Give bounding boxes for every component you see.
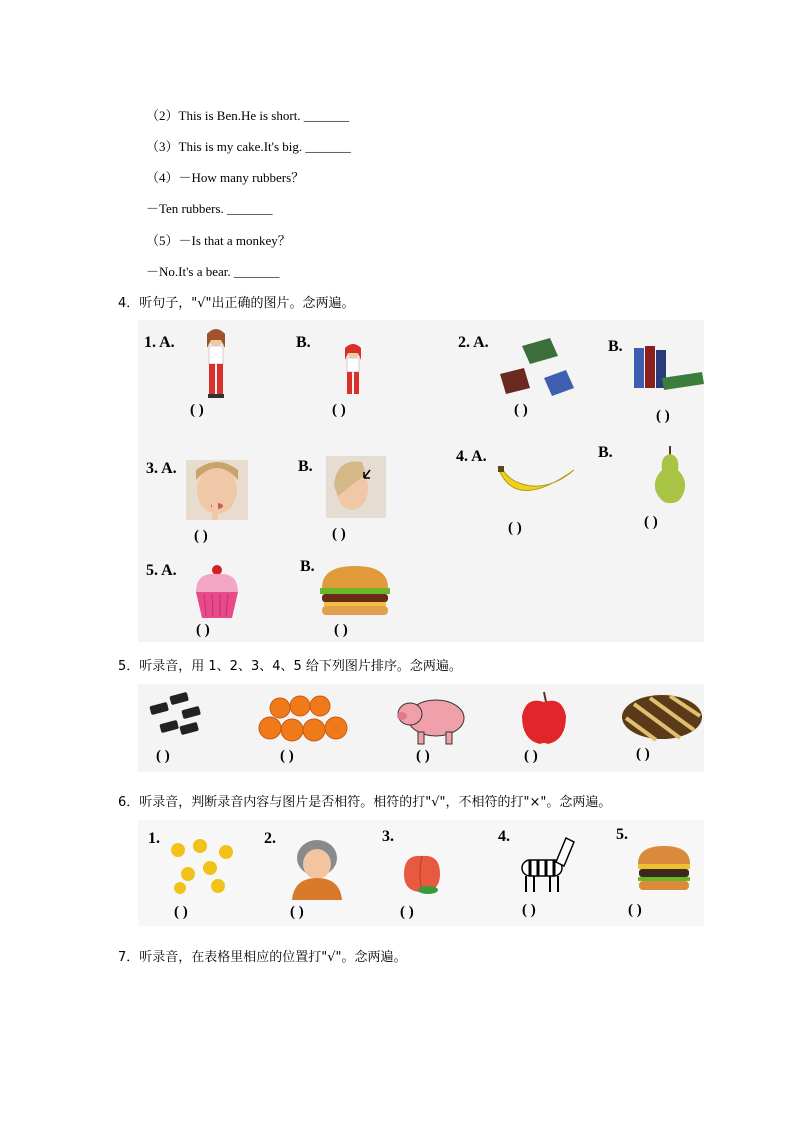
cupcake-image (190, 564, 244, 620)
sentence-5-answer: －No.It's a bear. _______ (146, 264, 280, 279)
pear-image (650, 446, 690, 504)
tall-girl-image (198, 326, 234, 400)
grandmother-image (288, 838, 346, 900)
item-1-b-label: B. (296, 334, 311, 351)
paren-4a[interactable]: ( ) (508, 520, 522, 536)
zebra-image (516, 834, 578, 894)
item-5-a-label: 5. A. (146, 562, 177, 579)
oranges-image (258, 694, 350, 744)
s6-num-1: 1. (148, 830, 160, 847)
s6-num-4: 4. (498, 828, 510, 845)
paren-pig[interactable]: ( ) (416, 748, 430, 764)
books-scattered-image (498, 336, 586, 402)
paren-s6-1[interactable]: ( ) (174, 904, 188, 920)
item-1-a-label: 1. A. (144, 334, 175, 351)
rubbers-image (148, 690, 208, 744)
item-3-a-label: 3. A. (146, 460, 177, 477)
item-4-a-label: 4. A. (456, 448, 487, 465)
s6-num-5: 5. (616, 826, 628, 843)
paren-pie[interactable]: ( ) (636, 746, 650, 762)
sentence-4-question: （4）－How many rubbers？ (146, 170, 305, 185)
short-girl-image (340, 342, 366, 398)
section-7-title: 7．听录音，在表格里相应的位置打"√"。念两遍。 (118, 950, 407, 965)
books-stacked-image (632, 344, 704, 404)
section-6-title: 6．听录音，判断录音内容与图片是否相符。相符的打"√"，不相符的打"×"。念两遍。 (118, 795, 612, 810)
s6-num-3: 3. (382, 828, 394, 845)
item-2-a-label: 2. A. (458, 334, 489, 351)
paren-2b[interactable]: ( ) (656, 408, 670, 424)
item-2-b-label: B. (608, 338, 623, 355)
sentence-4-answer: －Ten rubbers. _______ (146, 201, 273, 216)
paren-s6-3[interactable]: ( ) (400, 904, 414, 920)
section-4-title: 4．听句子，"√"出正确的图片。念两遍。 (118, 296, 355, 311)
paren-1b[interactable]: ( ) (332, 402, 346, 418)
item-3-b-label: B. (298, 458, 313, 475)
section-5-title: 5．听录音，用 1、2、3、4、5 给下列图片排序。念两遍。 (118, 659, 462, 674)
sentence-3: （3）This is my cake.It's big. _______ (146, 139, 351, 154)
paren-rubbers[interactable]: ( ) (156, 748, 170, 764)
paren-s6-4[interactable]: ( ) (522, 902, 536, 918)
section-6-panel (138, 820, 704, 926)
sentence-2: （2）This is Ben.He is short. _______ (146, 108, 350, 123)
girl-mouth-image (186, 460, 248, 520)
section-5-panel (138, 684, 704, 772)
paren-oranges[interactable]: ( ) (280, 748, 294, 764)
paren-2a[interactable]: ( ) (514, 402, 528, 418)
pie-image (620, 692, 704, 742)
pig-image (396, 694, 468, 746)
paren-1a[interactable]: ( ) (190, 402, 204, 418)
paren-s6-5[interactable]: ( ) (628, 902, 642, 918)
girl-nose-image (326, 456, 386, 518)
paren-apple[interactable]: ( ) (524, 748, 538, 764)
peach-image (400, 850, 444, 894)
paren-5b[interactable]: ( ) (334, 622, 348, 638)
paren-3a[interactable]: ( ) (194, 528, 208, 544)
paren-3b[interactable]: ( ) (332, 526, 346, 542)
item-5-b-label: B. (300, 558, 315, 575)
item-4-b-label: B. (598, 444, 613, 461)
section-4-panel (138, 320, 704, 642)
burger-image (636, 844, 692, 892)
hamburger-image (318, 564, 392, 616)
paren-s6-2[interactable]: ( ) (290, 904, 304, 920)
chicks-image (166, 838, 236, 896)
sentence-5-question: （5）－Is that a monkey？ (146, 233, 291, 248)
apple-image (518, 690, 570, 746)
banana-image (498, 462, 576, 510)
paren-4b[interactable]: ( ) (644, 514, 658, 530)
s6-num-2: 2. (264, 830, 276, 847)
paren-5a[interactable]: ( ) (196, 622, 210, 638)
